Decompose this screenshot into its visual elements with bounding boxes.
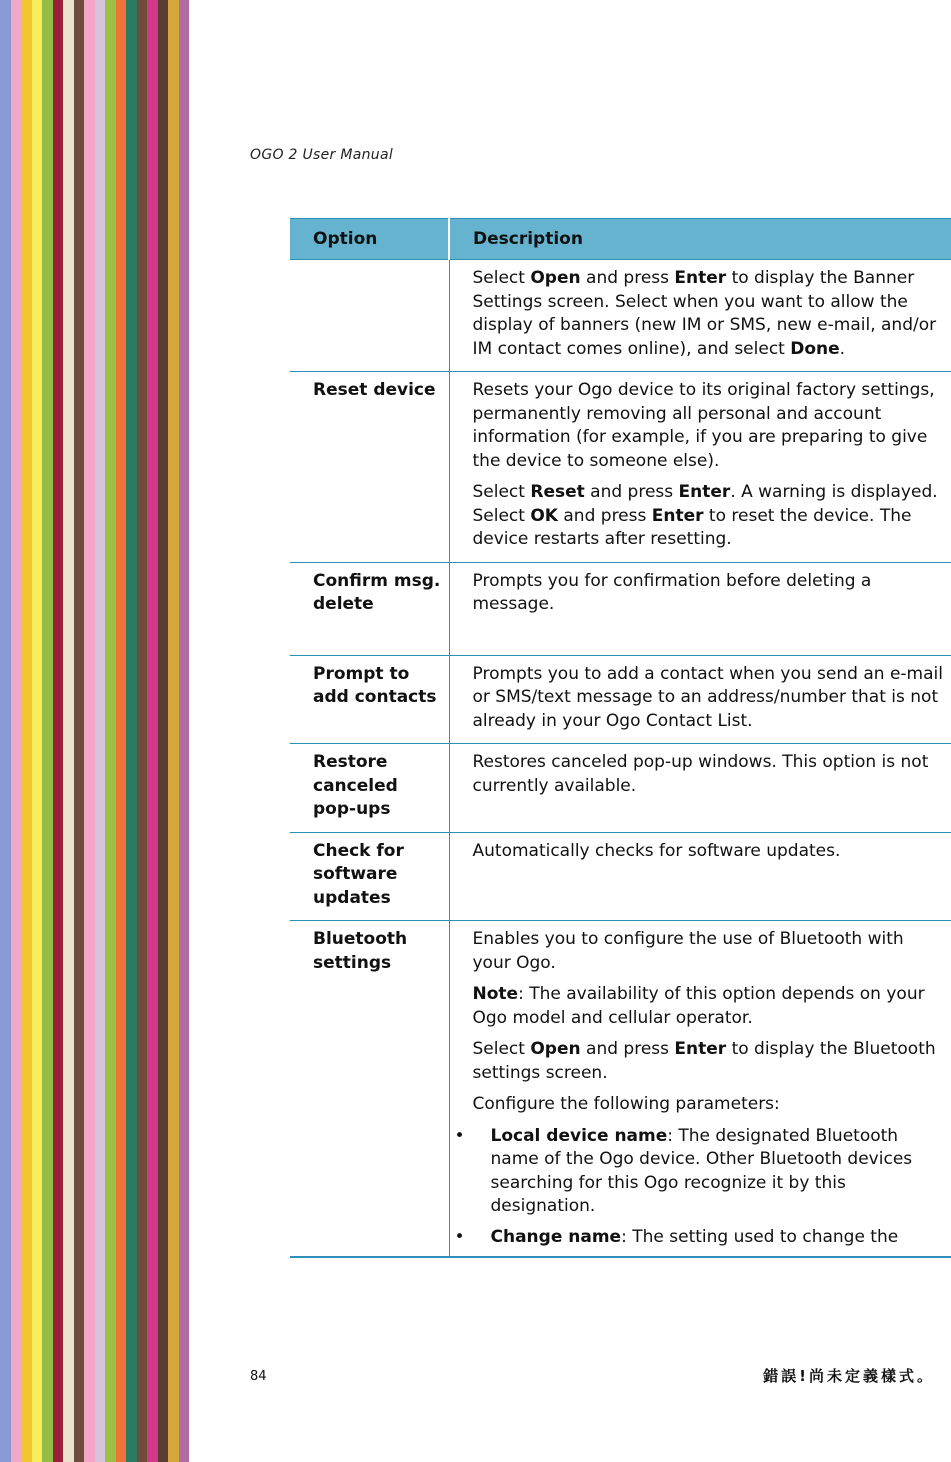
table-row [290,832,951,921]
header-option: Option [290,219,449,260]
description-paragraph: Select Open and press Enter to display the Banner Settings screen. Select when you want to allow the display of banners (new IM or SMS, new e-mail, and/or IM contact comes online), and select Done. [472,268,937,359]
stripe-15 [147,0,158,1462]
table-row [290,744,951,833]
options-table [290,218,951,1258]
description-cell: Automatically checks for software updates. [449,832,951,921]
note-paragraph: Note: The availability of this option depends on your Ogo model and cellular operator. [472,984,925,1028]
option-cell: Bluetooth settings [290,921,449,1258]
table-row [290,921,951,1258]
option-cell: Prompt to add contacts [290,655,449,744]
list-item: • Local device name: The designated Bluetooth name of the Ogo device. Other Bluetooth devices searching for this Ogo recognize it by this designation. [473,1125,944,1219]
description-paragraph: Configure the following parameters: [472,1094,780,1114]
header-description: Description [449,219,951,260]
table-row [290,655,951,744]
description-cell: Prompts you for confirmation before deleting a message. [449,562,951,655]
stripe-9 [84,0,95,1462]
table-row [290,372,951,563]
option-cell: Confirm msg. delete [290,562,449,655]
stripe-2 [11,0,22,1462]
stripe-8 [74,0,85,1462]
stripe-12 [116,0,127,1462]
table-header-row [290,219,951,260]
description-cell [449,372,951,563]
description-cell [449,921,951,1258]
stripe-17 [168,0,179,1462]
description-cell [449,260,951,372]
stripe-4 [32,0,43,1462]
stripe-16 [158,0,169,1462]
page-number: 84 [250,1369,267,1384]
description-paragraph: Select Open and press Enter to display the Bluetooth settings screen. [472,1039,936,1083]
description-paragraph: Select Reset and press Enter. A warning is displayed. Select OK and press Enter to reset the device. The device restarts after resetting. [472,482,938,549]
stripe-6 [53,0,64,1462]
document-header-title: OGO 2 User Manual [250,147,394,163]
stripe-1 [0,0,11,1462]
table-row [290,260,951,372]
stripe-14 [137,0,148,1462]
option-cell: Reset device [290,372,449,563]
description-cell: Prompts you to add a contact when you send an e-mail or SMS/text message to an address/number that is not already in your Ogo Contact List. [449,655,951,744]
footer-style-error: 錯誤!尚未定義樣式。 [763,1367,935,1385]
option-cell-empty [290,260,449,372]
parameter-list [473,1125,944,1250]
description-cell: Restores canceled pop-up windows. This option is not currently available. [449,744,951,833]
description-paragraph: Resets your Ogo device to its original factory settings, permanently removing all personal and account information (for example, if you are preparing to give the device to someone else). [472,380,935,471]
stripe-7 [63,0,74,1462]
description-paragraph: Enables you to configure the use of Bluetooth with your Ogo. [472,929,904,973]
stripe-10 [95,0,106,1462]
list-item: • Change name: The setting used to change the [473,1226,944,1250]
decorative-stripes [0,0,200,1462]
stripe-13 [126,0,137,1462]
table-row [290,562,951,655]
stripe-5 [42,0,53,1462]
option-cell: Restore canceled pop-ups [290,744,449,833]
stripe-11 [105,0,116,1462]
option-cell: Check for software updates [290,832,449,921]
stripe-3 [21,0,32,1462]
stripe-18 [179,0,190,1462]
